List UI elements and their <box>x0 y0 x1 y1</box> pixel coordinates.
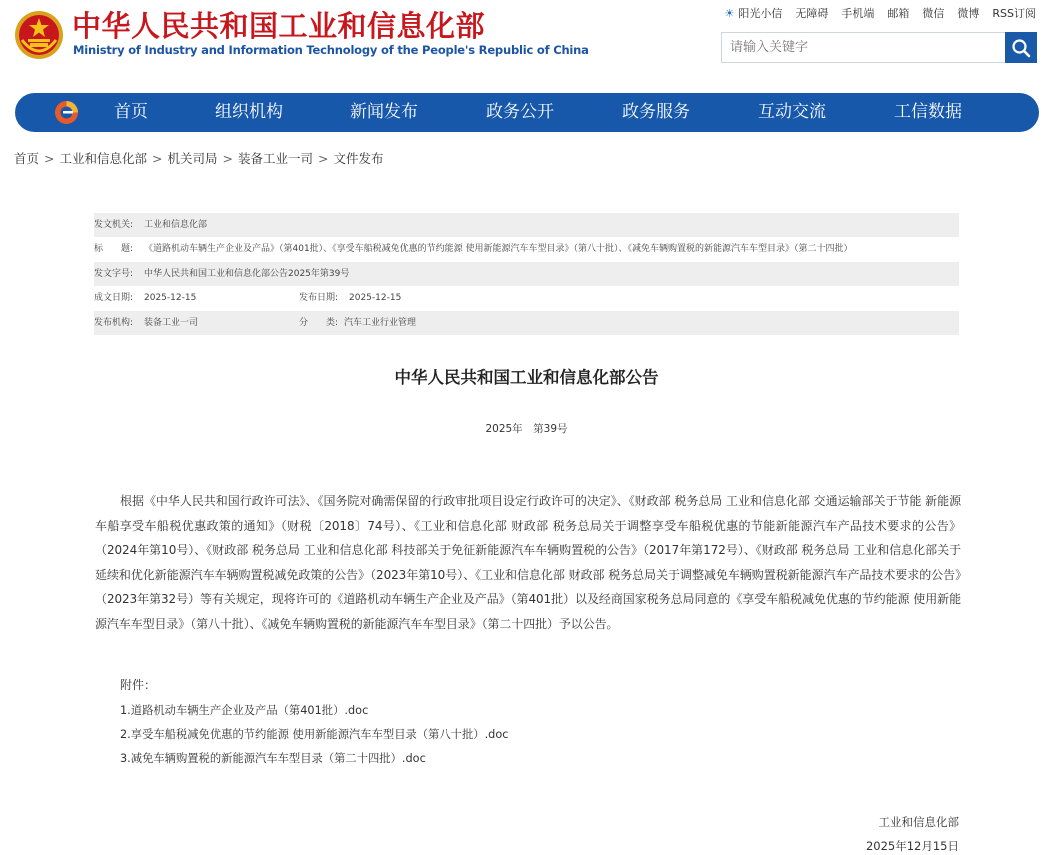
signature-org: 工业和信息化部 <box>878 815 959 829</box>
nav-item-data[interactable]: 工信数据 <box>894 102 962 122</box>
meta-label: 发布日期: <box>299 293 339 304</box>
list-item <box>120 699 508 723</box>
meta-row-title <box>94 237 959 261</box>
meta-publish-date: 2025-12-15 <box>349 293 402 304</box>
signature-date: 2025年12月15日 <box>865 839 959 853</box>
document-meta <box>94 213 959 335</box>
top-link-wechat[interactable]: 微信 <box>922 7 945 20</box>
meta-label: 发文字号: <box>94 268 134 279</box>
breadcrumb-separator: > <box>152 151 163 166</box>
meta-row-docno <box>94 262 959 286</box>
meta-label: 发文机关: <box>94 220 134 230</box>
meta-row-dates <box>94 286 959 310</box>
document-title: 中华人民共和国工业和信息化部公告 <box>394 368 659 387</box>
top-links <box>725 4 1036 22</box>
document-body: 根据《中华人民共和国行政许可法》、《国务院对确需保留的行政审批项目设定行政许可的决定》、《财政部 税务总局 工业和信息化部 交通运输部关于节能 新能源车船享受车船税优惠政策的通知》（财税〔2018〕74号）、《工业和信息化部 财政部 税务总局关于调整享受车船税优惠的节能新能源汽车产品技术要求的公告》（2024年第10号）、《财政部 税务总局 工业和信息化部 科技部关于免征新能源汽车车辆购置税的公告》（2017年第172号）、《财政部 税务总局 工业和信息化部关于延续和优化新能源汽车车辆购置税减免政策的公告》（2023年第10号）、《工业和信息化部 财政部 税务总局关于调整减免车辆购置税新能源汽车产品技术要求的公告》（2023年第32号）等有关规定，现将许可的《道路机动车辆生产企业及产品》（第401批）以及经商国家税务总局同意的《享受车船税减免优惠的节约能源 使用新能源汽车车型目录》（第八十批）、《减免车辆购置税的新能源汽车车型目录》（第二十四批）予以公告。 <box>95 494 961 631</box>
search-icon <box>1011 38 1031 58</box>
top-link-mail[interactable]: 邮箱 <box>887 7 910 20</box>
site-emblem[interactable] <box>14 10 64 60</box>
breadcrumb-equipment-dept[interactable]: 装备工业一司 <box>238 151 314 166</box>
breadcrumb-separator: > <box>318 151 329 166</box>
meta-label: 成文日期: <box>94 293 134 304</box>
list-item <box>120 723 508 747</box>
attachments-heading: 附件： <box>120 678 157 692</box>
nav-item-home[interactable]: 首页 <box>114 102 148 122</box>
nav-item-interaction[interactable]: 互动交流 <box>758 102 826 122</box>
attachment-link[interactable]: 2.享受车船税减免优惠的节约能源 使用新能源汽车车型目录（第八十批）.doc <box>120 727 509 741</box>
attachment-link[interactable]: 1.道路机动车辆生产企业及产品（第401批）.doc <box>120 704 369 717</box>
meta-row-issuer <box>94 213 959 237</box>
site-title-en: Ministry of Industry and Information Technology of the People's Republic of China <box>73 43 589 57</box>
search-input[interactable] <box>722 33 1004 62</box>
meta-label: 发布机构: <box>94 317 134 328</box>
attachment-link[interactable]: 3.减免车辆购置税的新能源汽车车型目录（第二十四批）.doc <box>120 751 426 765</box>
main-nav <box>15 93 1039 132</box>
top-link-label: 阳光小信 <box>738 7 783 20</box>
meta-label: 分 类: <box>299 317 339 328</box>
breadcrumb-separator: > <box>44 151 55 166</box>
meta-title-value: 《道路机动车辆生产企业及产品》（第401批）、《享受车船税减免优惠的节约能源 使用新能源汽车车型目录》（第八十批）、《减免车辆购置税的新能源汽车车型目录》（第二十四批） <box>144 244 853 255</box>
breadcrumb <box>14 149 384 167</box>
meta-written-date: 2025-12-15 <box>144 293 197 304</box>
attachment-list <box>120 699 508 770</box>
nav-item-public-affairs[interactable]: 政务公开 <box>486 102 554 122</box>
document-number: 2025年 第39号 <box>485 423 568 435</box>
meta-org-value: 装备工业一司 <box>144 317 199 328</box>
meta-label: 标 题: <box>94 244 134 255</box>
breadcrumb-ministry[interactable]: 工业和信息化部 <box>59 151 148 166</box>
search-box <box>721 32 1037 63</box>
meta-issuer-value: 工业和信息化部 <box>144 220 208 230</box>
list-item <box>120 747 508 771</box>
sunshine-icon: ☀ <box>724 7 735 20</box>
site-title-cn[interactable]: 中华人民共和国工业和信息化部 <box>72 9 486 43</box>
meta-row-org <box>94 311 959 335</box>
breadcrumb-departments[interactable]: 机关司局 <box>167 151 218 166</box>
breadcrumb-documents[interactable]: 文件发布 <box>333 151 384 166</box>
search-button[interactable] <box>1005 32 1037 63</box>
top-link-rss[interactable]: RSS订阅 <box>992 7 1036 20</box>
top-link-mobile[interactable]: 手机端 <box>841 7 875 20</box>
nav-item-organization[interactable]: 组织机构 <box>215 102 283 122</box>
top-link-weibo[interactable]: 微博 <box>957 7 980 20</box>
breadcrumb-home[interactable]: 首页 <box>14 151 40 166</box>
meta-docno-value: 中华人民共和国工业和信息化部公告2025年第39号 <box>144 268 350 279</box>
top-link-sunshine[interactable] <box>725 5 783 21</box>
breadcrumb-separator: > <box>222 151 233 166</box>
ministry-logo-icon <box>54 100 79 125</box>
meta-category-value: 汽车工业行业管理 <box>344 317 417 328</box>
nav-item-services[interactable]: 政务服务 <box>622 102 690 122</box>
top-link-accessibility[interactable]: 无障碍 <box>795 7 829 20</box>
nav-item-news[interactable]: 新闻发布 <box>350 102 418 122</box>
